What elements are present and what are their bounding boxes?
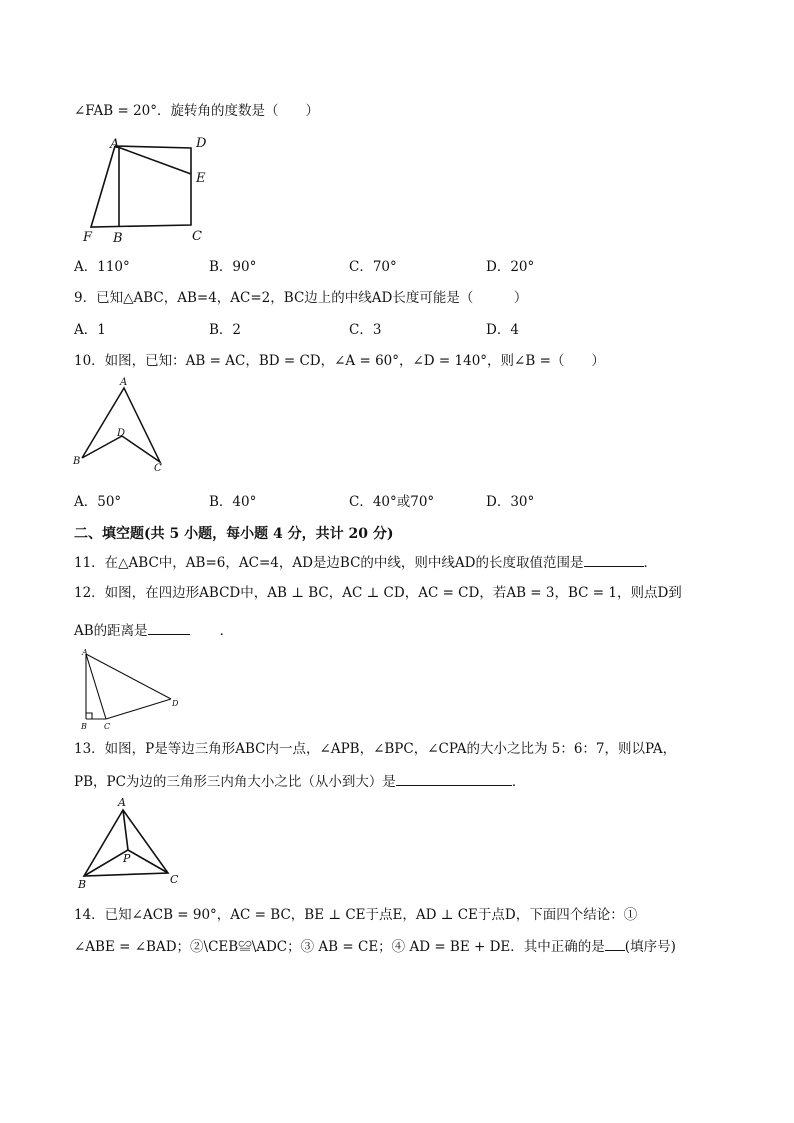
q8-option-d[interactable]: D．20° [486,259,535,275]
q8-option-c[interactable]: C．70° [349,259,397,275]
q13-label-b: B [78,878,87,891]
q13-answer-blank[interactable] [396,772,512,786]
q9-stem: 9．已知△ABC，AB=4，AC=2，BC边上的中线AD长度可能是（ ） [74,290,528,306]
q12-figure [78,646,188,732]
q14-stem-line2: ∠ABE = ∠BAD；②\CEB≌\ADC；③ AB = CE；④ AD = BE + DE．其中正确的是 [74,939,605,955]
q12-label-d: D [172,699,179,708]
q8-label-e: E [196,171,206,186]
q11-stem: 11．在△ABC中，AB=6，AC=4，AD是边BC的中线，则中线AD的长度取值范围是 [74,555,584,571]
q9-option-a[interactable]: A．1 [74,322,106,338]
q13-figure [76,794,186,892]
q11-tail: ． [643,555,658,571]
q13-tail: ． [511,774,526,790]
q10-option-c[interactable]: C．40°或70° [349,494,435,510]
q8-stem: ∠FAB = 20°．旋转角的度数是（ ） [74,103,319,119]
q12-label-c: C [104,722,111,731]
q13-label-a: A [118,796,126,809]
q12-stem-line1: 12．如图，在四边形ABCD中，AB ⊥ BC，AC ⊥ CD，AC = CD，若AB = 3，BC = 1，则点D到 [74,585,682,601]
q13-label-p: P [123,852,131,865]
q9-option-c[interactable]: C．3 [349,322,382,338]
q12-label-a: A [82,648,88,657]
q8-option-a[interactable]: A．110° [74,259,130,275]
q8-label-a: A [110,137,120,152]
q10-stem: 10．如图，已知：AB = AC，BD = CD，∠A = 60°，∠D = 140°，则∠B =（ ） [74,353,605,369]
q12-answer-blank[interactable] [148,621,190,635]
q8-figure [78,134,218,246]
q8-label-d: D [196,136,207,151]
q13-stem-line2: PB，PC为边的三角形三内角大小之比（从小到大）是 [74,774,396,790]
q8-label-b: B [113,231,123,246]
q10-option-b[interactable]: B．40° [209,494,257,510]
q11-line [74,553,657,572]
q14-line2 [74,937,676,956]
q14-tail: (填序号) [624,939,676,955]
q13-line2 [74,772,525,791]
q8-label-f: F [83,230,93,245]
q12-stem-line2: AB的距离是 [74,623,148,639]
q12-tail: ． [219,623,234,639]
q10-option-d[interactable]: D．30° [486,494,535,510]
q9-option-d[interactable]: D．4 [486,322,519,338]
q8-option-b[interactable]: B．90° [209,259,257,275]
q10-label-b: B [73,456,81,467]
q13-stem-line1: 13．如图，P是等边三角形ABC内一点，∠APB，∠BPC，∠CPA的大小之比为 5：6：7，则以PA， [74,741,677,757]
q12-line2 [74,621,233,640]
q9-option-b[interactable]: B．2 [209,322,242,338]
q10-label-d: D [117,428,126,439]
q10-figure [72,374,172,474]
section-heading: 二、填空题(共 5 小题，每小题 4 分，共计 20 分) [74,526,394,542]
q10-label-a: A [120,377,128,388]
q12-label-b: B [81,722,87,731]
q8-label-c: C [192,229,202,244]
q10-label-c: C [154,463,162,474]
q14-stem-line1: 14．已知∠ACB = 90°，AC = BC，BE ⊥ CE于点E，AD ⊥ CE于点D，下面四个结论：① [74,907,638,923]
q10-option-a[interactable]: A．50° [74,494,122,510]
q14-answer-blank[interactable] [605,937,625,951]
q13-label-c: C [170,873,179,886]
q11-answer-blank[interactable] [584,553,644,567]
